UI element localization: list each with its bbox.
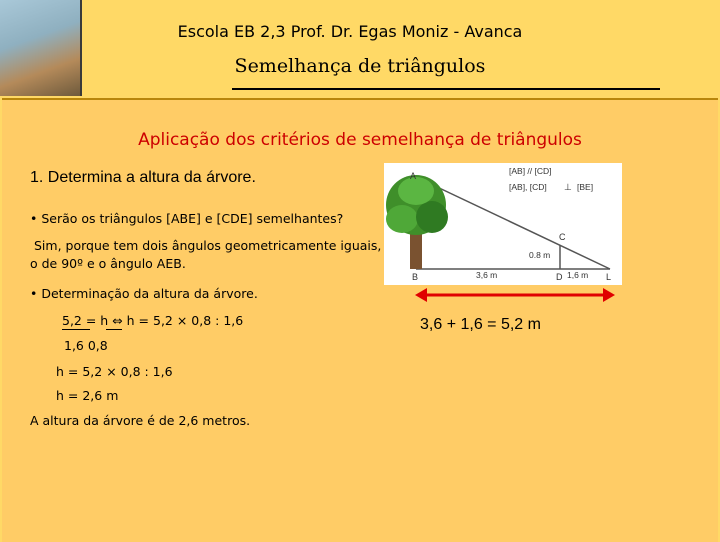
slide-title: Aplicação dos critérios de semelhança de triângulos [138,130,582,150]
label-perp: [AB], [CD] [509,182,547,192]
calc-step-2: h = 2,6 m [56,388,119,403]
subject-title: Semelhança de triângulos [234,55,486,77]
tree-figure [384,163,622,285]
fraction-denominators: 1,6 0,8 [64,338,108,353]
label-b: B [412,272,419,282]
label-dl-length: 1,6 m [567,270,589,280]
perp-symbol: ⊥ [564,183,572,193]
label-perp-target: [BE] [577,182,594,192]
bullet-question: • Serão os triângulos [ABE] e [CDE] semelhantes? [30,211,344,226]
label-parallel: [AB] // [CD] [509,166,552,176]
label-c: C [559,232,566,242]
answer-line-1: Sim, porque tem dois ângulos geometricamente iguais, [34,238,382,253]
fraction-bar-2 [106,329,122,330]
label-a: A [410,171,417,181]
fraction-bar-1 [62,329,90,330]
label-cd-length: 0.8 m [529,250,551,260]
conclusion-text: A altura da árvore é de 2,6 metros. [30,413,251,428]
label-bd-length: 3,6 m [476,270,498,280]
question-text: 1. Determina a altura da árvore. [30,169,256,186]
school-logo [0,0,82,96]
label-d: D [556,272,563,282]
triangle-diagram [384,163,622,285]
result-text: 3,6 + 1,6 = 5,2 m [420,316,541,333]
bullet-determination: • Determinação da altura da árvore. [30,286,258,301]
answer-line-2: o de 90º e o ângulo AEB. [30,256,186,271]
length-arrow [415,285,615,305]
school-name: Escola EB 2,3 Prof. Dr. Egas Moniz - Avanca [177,22,523,41]
calc-step-1: h = 5,2 × 0,8 : 1,6 [56,364,173,379]
label-l: L [606,272,612,282]
header [0,0,720,98]
title-underline [232,88,660,90]
proportion-equation: 5,2 = h ⇔ h = 5,2 × 0,8 : 1,6 [62,313,244,328]
